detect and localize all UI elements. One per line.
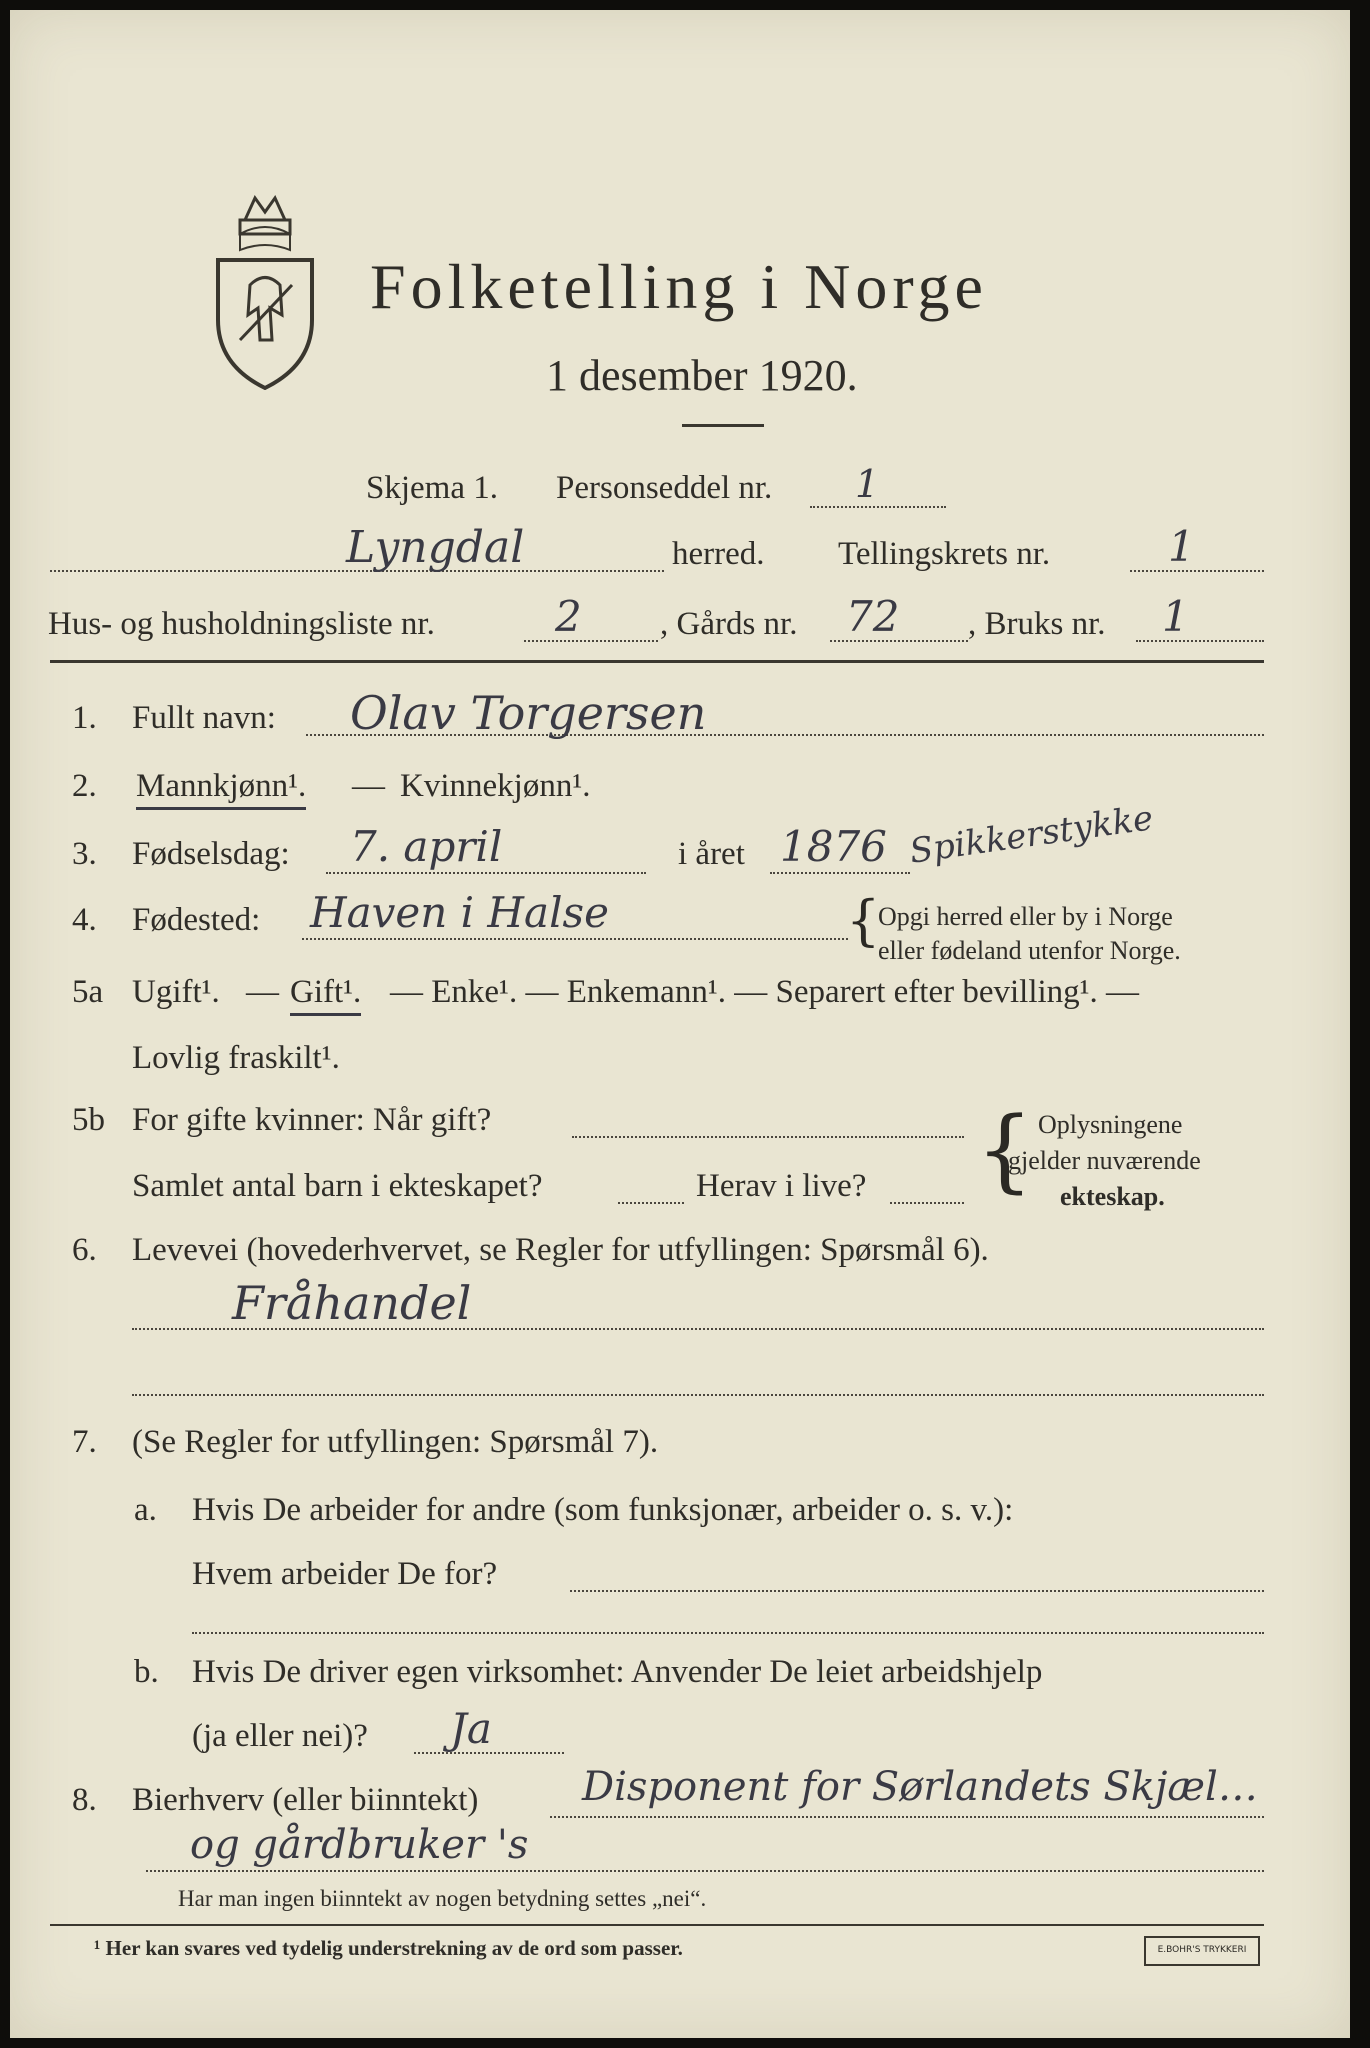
q7a-employer-label: Hvem arbeider De for? bbox=[192, 1556, 498, 1592]
q3-number: 3. bbox=[72, 836, 97, 872]
marital-fraskilt-option[interactable]: Lovlig fraskilt¹. bbox=[132, 1040, 340, 1076]
personseddel-value[interactable]: 1 bbox=[855, 462, 880, 506]
q5a-number: 5a bbox=[72, 974, 104, 1010]
birth-year-value[interactable]: 1876 bbox=[780, 822, 887, 871]
q6-label: Levevei (hovederhvervet, se Regler for utfyllingen: Spørsmål 6). bbox=[132, 1232, 989, 1268]
alive-line bbox=[890, 1202, 964, 1204]
gards-value[interactable]: 72 bbox=[846, 592, 900, 641]
sex-separator: — bbox=[352, 768, 385, 804]
q1-label: Fullt navn: bbox=[132, 700, 276, 736]
q7a-label: Hvis De arbeider for andre (som funksjonær, arbeider o. s. v.): bbox=[192, 1492, 1014, 1528]
birthplace-note-brace: { bbox=[846, 889, 881, 952]
marriage-note-line1: Oplysningene bbox=[1038, 1110, 1183, 1139]
q8-label: Bierhverv (eller biinntekt) bbox=[132, 1782, 479, 1818]
employer-line-1 bbox=[570, 1590, 1264, 1592]
hus-line bbox=[524, 640, 658, 642]
birthday-value[interactable]: 7. april bbox=[350, 822, 503, 871]
q3-year-label: i året bbox=[678, 836, 745, 872]
birthplace-note-line1: Opgi herred eller by i Norge bbox=[878, 902, 1173, 931]
census-date: 1 desember 1920. bbox=[546, 351, 858, 400]
side-income-line-1 bbox=[550, 1816, 1264, 1818]
children-line bbox=[618, 1202, 684, 1204]
q7-number: 7. bbox=[72, 1424, 97, 1460]
printer-stamp-text: E.BOHR'S TRYKKERI bbox=[1157, 1945, 1247, 1955]
personseddel-label: Personseddel nr. bbox=[556, 470, 773, 506]
bruks-value[interactable]: 1 bbox=[1162, 592, 1189, 641]
birth-year-line bbox=[770, 872, 910, 874]
q2-number: 2. bbox=[72, 768, 97, 804]
footnote: ¹ Her kan svares ved tydelig understrekning av de ord som passer. bbox=[94, 1936, 683, 1960]
side-income-value-2[interactable]: og gårdbruker 's bbox=[190, 1822, 529, 1868]
tellingskrets-line bbox=[1130, 570, 1264, 572]
q4-number: 4. bbox=[72, 902, 97, 938]
birthplace-line bbox=[302, 938, 848, 940]
q5b-alive-label: Herav i live? bbox=[696, 1168, 867, 1204]
q3-label: Fødselsdag: bbox=[132, 836, 290, 872]
q7b-yesno-label: (ja eller nei)? bbox=[192, 1718, 368, 1754]
birthplace-value[interactable]: Haven i Halse bbox=[310, 888, 609, 937]
q7b-letter: b. bbox=[134, 1654, 159, 1690]
birthplace-note-line2: eller fødeland utenfor Norge. bbox=[878, 936, 1181, 965]
hired-help-value[interactable]: Ja bbox=[450, 1704, 492, 1753]
q5b-children-label: Samlet antal barn i ekteskapet? bbox=[132, 1168, 543, 1204]
tellingskrets-value[interactable]: 1 bbox=[1168, 522, 1195, 571]
q7b-label: Hvis De driver egen virksomhet: Anvender De leiet arbeidshjelp bbox=[192, 1654, 1043, 1690]
marital-ugift-option[interactable]: Ugift¹. bbox=[132, 974, 220, 1010]
sex-female-option[interactable]: Kvinnekjønn¹. bbox=[400, 768, 591, 804]
birthday-line bbox=[326, 872, 646, 874]
full-name-value[interactable]: Olav Torgersen bbox=[350, 686, 707, 740]
herred-label: herred. bbox=[672, 536, 765, 572]
coat-of-arms-icon bbox=[210, 190, 320, 390]
bruks-line bbox=[1136, 640, 1264, 642]
header-divider bbox=[50, 660, 1264, 663]
printer-stamp bbox=[1144, 1936, 1260, 1966]
q7a-letter: a. bbox=[134, 1492, 157, 1528]
census-form bbox=[10, 10, 1350, 2038]
footnote-divider bbox=[50, 1924, 1264, 1926]
marriage-note-line3: ekteskap. bbox=[1060, 1182, 1165, 1211]
occupation-value[interactable]: Fråhandel bbox=[232, 1276, 472, 1330]
marriage-note-line2: gjelder nuværende bbox=[1008, 1146, 1201, 1175]
title-divider bbox=[682, 424, 764, 427]
q4-label: Fødested: bbox=[132, 902, 261, 938]
marriage-note-brace: { bbox=[976, 1098, 1034, 1203]
hus-label: Hus- og husholdningsliste nr. bbox=[48, 606, 435, 642]
gards-label: , Gårds nr. bbox=[660, 606, 798, 642]
q7-label: (Se Regler for utfyllingen: Spørsmål 7). bbox=[132, 1424, 659, 1460]
side-income-value[interactable]: Disponent for Sørlandets Skjæl… bbox=[582, 1764, 1258, 1810]
bruks-label: , Bruks nr. bbox=[968, 606, 1106, 642]
tellingskrets-label: Tellingskrets nr. bbox=[838, 536, 1051, 572]
q5b-number: 5b bbox=[72, 1102, 105, 1138]
hus-value[interactable]: 2 bbox=[555, 592, 582, 641]
birthplace-annotation: Spikkerstykke bbox=[907, 798, 1156, 872]
q6-number: 6. bbox=[72, 1232, 97, 1268]
personseddel-line bbox=[810, 506, 946, 508]
sex-male-option[interactable]: Mannkjønn¹. bbox=[136, 768, 306, 810]
schema-label: Skjema 1. bbox=[366, 470, 498, 506]
employer-line-2 bbox=[192, 1632, 1264, 1634]
form-title: Folketelling i Norge bbox=[370, 251, 988, 322]
herred-value[interactable]: Lyngdal bbox=[346, 522, 525, 573]
marital-gift-option[interactable]: Gift¹. bbox=[290, 974, 361, 1016]
marital-dash: — bbox=[246, 974, 279, 1010]
q5b-label: For gifte kvinner: Når gift? bbox=[132, 1102, 492, 1138]
side-income-note: Har man ingen biinntekt av nogen betydning settes „nei“. bbox=[178, 1886, 707, 1911]
q8-number: 8. bbox=[72, 1782, 97, 1818]
marital-other-options[interactable]: — Enke¹. — Enkemann¹. — Separert efter bevilling¹. — bbox=[390, 974, 1140, 1010]
q1-number: 1. bbox=[72, 700, 97, 736]
side-income-line-2 bbox=[146, 1870, 1264, 1872]
occupation-line-2 bbox=[132, 1394, 1264, 1396]
married-when-line bbox=[572, 1136, 964, 1138]
